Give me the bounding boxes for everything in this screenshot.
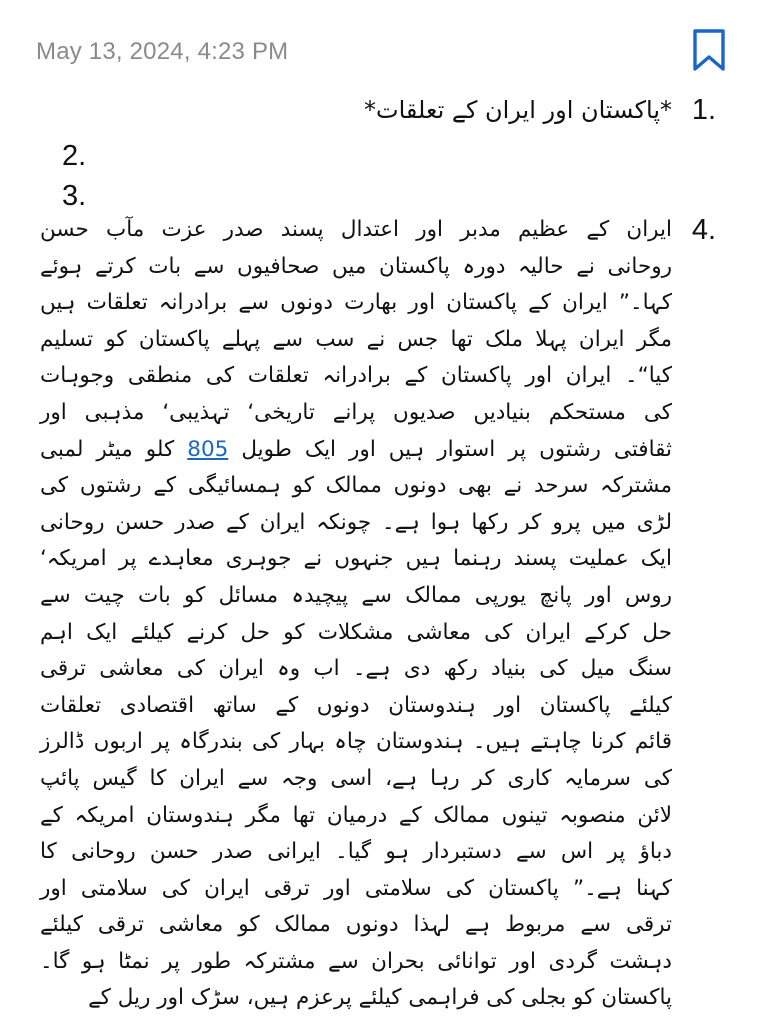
bookmark-icon[interactable] [692, 28, 726, 72]
paragraph-line: روس اور پانچ یورپی ممالک سے پیچیدہ مسائل کو بات چیت سے [40, 582, 672, 608]
paragraph-line: حل کرکے ایران کی معاشی مشکلات کو حل کرنے کیلئے ایک اہم [40, 619, 672, 645]
paragraph-line: ثقافتی رشتوں پر استوار ہیں اور ایک طویل 805 کلو میٹر لمبی [40, 436, 672, 462]
note-header [0, 0, 768, 100]
paragraph-line: کی سرمایہ کاری کر رہا ہے، اسی وجہ سے ایران کا گیس پائپ [40, 765, 672, 791]
list-number: 3. [62, 180, 87, 212]
paragraph-line: کیلئے پاکستان اور ہندوستان دونوں کے ساتھ اقتصادی تعلقات [40, 692, 672, 718]
list-item [40, 212, 716, 1017]
paragraph-line: کہا۔” ایران کے پاکستان اور بھارت دونوں سے برادرانہ تعلقات ہیں [40, 290, 672, 316]
list-item-text: *پاکستان اور ایران کے تعلقات* [364, 96, 672, 124]
paragraph-line: قائم کرنا چاہتے ہیں۔ ہندوستان چاہ بہار کی بندرگاہ پر اربوں ڈالرز [40, 729, 672, 755]
paragraph-line: کہنا ہے۔” پاکستان کی سلامتی اور ترقی ایران کی سلامتی اور [40, 875, 672, 901]
list-item [40, 92, 716, 136]
phone-number-link[interactable]: 805 [187, 436, 229, 462]
paragraph-line: سنگ میل کی بنیاد رکھ دی ہے۔ اب وہ ایران کی معاشی ترقی [40, 656, 672, 682]
list-number: 4. [691, 214, 716, 246]
paragraph-line: لائن منصوبہ تینوں ممالک کے درمیان تھا مگر ہندوستان امریکہ کے [40, 802, 672, 828]
paragraph-line: روحانی نے حالیہ دورہ پاکستان میں صحافیوں سے بات کرتے ہوئے [40, 253, 672, 279]
paragraph-line: ترقی سے مربوط ہے لہذا دونوں ممالک کو معاشی ترقی کیلئے [40, 912, 672, 938]
paragraph-line: دباﺅ پر اس سے دستبردار ہو گیا۔ ایرانی صدر حسن روحانی کا [40, 839, 672, 865]
paragraph-line: ایران کے عظیم مدبر اور اعتدال پسند صدر عزت مآب حسن [40, 217, 672, 242]
note-timestamp: May 13, 2024, 4:23 PM [36, 38, 289, 65]
paragraph-line: مشترکہ سرحد نے بھی دونوں ممالک کو ہمسائیگی کے رشتوں کی [40, 473, 672, 499]
list-number: 2. [62, 140, 87, 172]
list-item [40, 176, 716, 212]
note-body[interactable] [40, 92, 716, 1017]
paragraph-line: دہشت گردی اور توانائی بحران سے مشترکہ طور پر نمٹا ہو گا۔ [40, 948, 672, 974]
list-number: 1. [691, 94, 716, 126]
paragraph-line: لڑی میں پرو کر رکھا ہوا ہے۔ چونکہ ایران کے صدر حسن روحانی [40, 509, 672, 535]
paragraph-line: ایک عملیت پسند رہنما ہیں جنہوں نے جوہری معاہدے پر امریکہ‘ [40, 546, 672, 572]
paragraph-line: پاکستان کو بجلی کی فراہمی کیلئے پرعزم ہیں، سڑک اور ریل کے [88, 985, 672, 1011]
paragraph [40, 212, 672, 1017]
paragraph-line: مگر ایران پہلا ملک تھا جس نے سب سے پہلے پاکستان کو تسلیم [40, 326, 672, 352]
paragraph-line: کی مستحکم بنیادیں صدیوں پرانے تاریخی‘ تہذیبی‘ مذہبی اور [40, 399, 672, 425]
list-item [40, 136, 716, 176]
paragraph-line: کیا“۔ ایران اور پاکستان کے برادرانہ تعلقات کی منطقی وجوہات [40, 363, 672, 389]
